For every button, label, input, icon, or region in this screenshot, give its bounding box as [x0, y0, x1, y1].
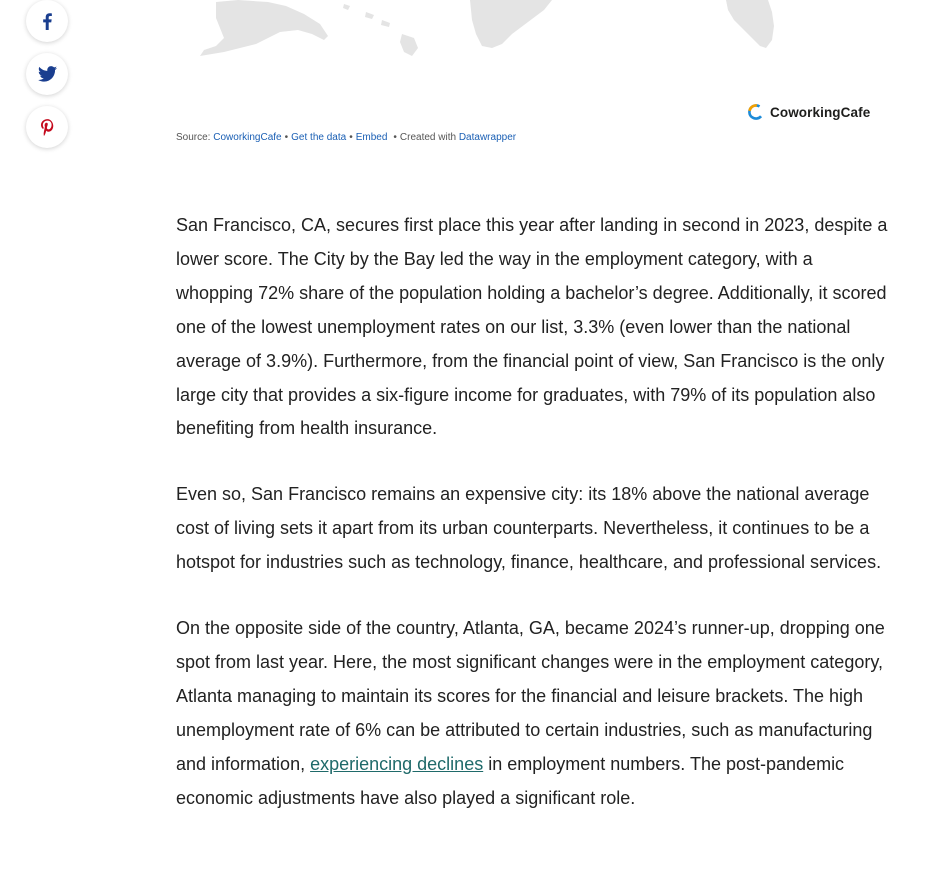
- logo-text: CoworkingCafe: [770, 104, 871, 120]
- paragraph-atlanta: [176, 612, 888, 815]
- facebook-icon: [41, 13, 53, 30]
- experiencing-declines-link[interactable]: experiencing declines: [310, 753, 484, 774]
- article-body: [176, 209, 888, 848]
- created-with-label: Created with: [399, 132, 457, 143]
- chart-source-line: [176, 131, 516, 145]
- map-graphic: [176, 0, 886, 70]
- paragraph-cost-of-living: Even so, San Francisco remains an expensive city: its 18% above the national average cost of living sets it apart from its urban counterparts. Nevertheless, it continues to be a hotspot for industries such as technology, finance, healthcare, and professional services.: [176, 484, 882, 573]
- paragraph-atlanta-text-end: in employment numbers. The post-pandemic economic adjustments have also played a significant role.: [176, 753, 845, 808]
- separator-dot: •: [393, 132, 397, 143]
- get-data-link[interactable]: Get the data: [291, 132, 347, 143]
- twitter-icon: [38, 66, 57, 82]
- separator-dot: •: [284, 132, 289, 143]
- separator-dot: •: [349, 132, 353, 143]
- facebook-share-button[interactable]: [26, 0, 68, 42]
- coworkingcafe-logo-icon: [747, 103, 765, 121]
- map-region-hawaii: [343, 4, 418, 56]
- paragraph-san-francisco: San Francisco, CA, secures first place this year after landing in second in 2023, despite a lower score. The City by the Bay led the way in the employment category, with a whopping 72% share of the population holding a bachelor’s degree. Additionally, it scored one of the lowest unemployment rates on our list, 3.3% (even lower than the national average of 3.9%). Furthermore, from the financial point of view, San Francisco is the only large city that provides a six-figure income for graduates, with 79% of its population also benefiting from health insurance.: [176, 215, 888, 439]
- source-label: Source:: [176, 132, 211, 143]
- source-link[interactable]: CoworkingCafe: [213, 132, 282, 143]
- map-region-alaska: [200, 0, 328, 56]
- coworkingcafe-logo: [747, 101, 870, 123]
- pinterest-share-button[interactable]: [26, 106, 68, 148]
- map-region-florida: [726, 0, 774, 48]
- paragraph-atlanta-text: On the opposite side of the country, Atlanta, GA, became 2024’s runner-up, dropping one spot from last year. Here, the most significant changes were in the employment category, Atlanta managing to maintain its scores for the financial and leisure brackets. The high unemployment rate of 6% can be attributed to certain industries, such as manufacturing and information,: [176, 618, 885, 774]
- twitter-share-button[interactable]: [26, 53, 68, 95]
- embed-link[interactable]: Embed: [355, 132, 388, 143]
- map-region-mainland: [470, 0, 552, 48]
- datawrapper-link[interactable]: Datawrapper: [458, 132, 517, 143]
- pinterest-icon: [41, 119, 54, 136]
